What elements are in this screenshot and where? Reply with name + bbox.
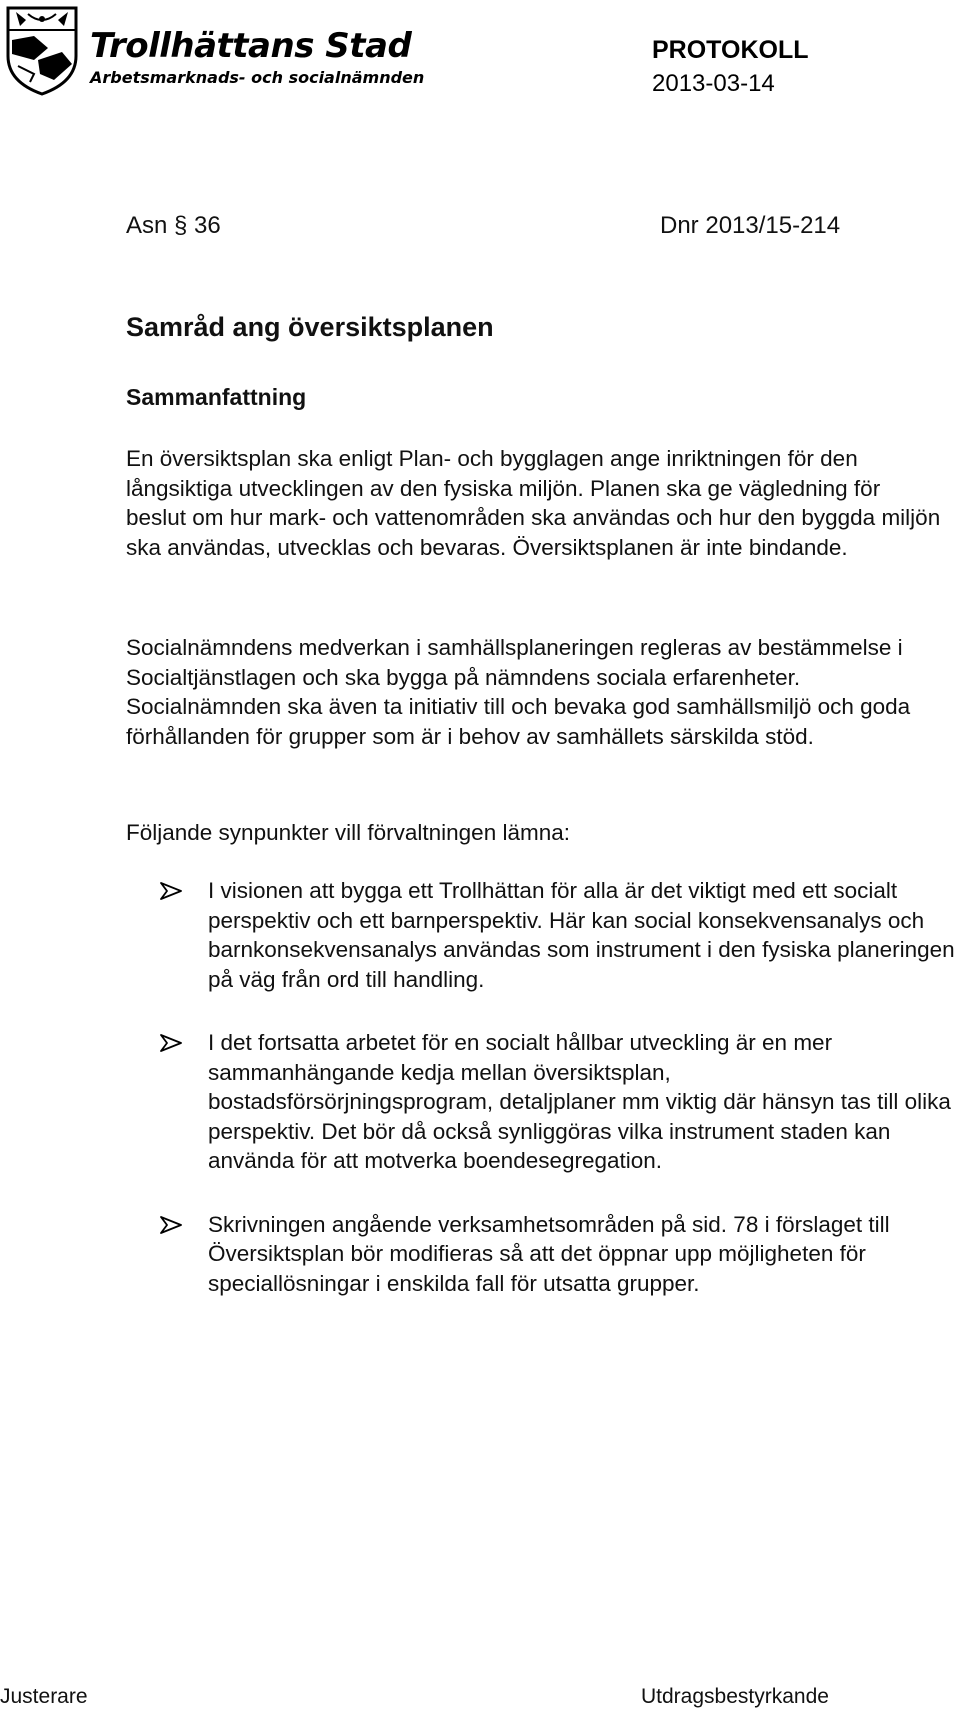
list-item-text: I det fortsatta arbetet för en socialt hållbar utveckling är en mer sammanhängande kedja mellan översiktsplan, bostadsförsörjningsprogram, detaljplaner mm viktig där hänsyn tas till olika perspektiv. Det bör då också synliggöras vilka instrument staden kan använda för att motverka boendesegregation. xyxy=(208,1030,951,1173)
list-item-text: Skrivningen angående verksamhetsområden på sid. 78 i förslaget till Översiktsplan bör modifieras så att det öppnar upp möjligheten för speciallösningar i enskilda fall för utsatta grupper. xyxy=(208,1211,890,1296)
footer-utdragsbestyrkande: Utdragsbestyrkande xyxy=(641,1685,829,1708)
list-item xyxy=(160,876,960,994)
committee-name: Arbetsmarknads- och socialnämnden xyxy=(90,68,425,87)
list-item xyxy=(160,1028,960,1176)
document-date: 2013-03-14 xyxy=(652,70,775,97)
arrowhead-bullet-icon xyxy=(160,1216,182,1234)
synpunkter-intro: Följande synpunkter vill förvaltningen lämna: xyxy=(126,820,570,845)
synpunkter-list xyxy=(160,876,960,1332)
summary-paragraph: En översiktsplan ska enligt Plan- och bygglagen ange inriktningen för den långsiktiga utvecklingen av den fysiska miljön. Planen ska ge vägledning för beslut om hur mark- och vattenområden ska användas och hur den byggda miljön ska användas, utvecklas och bevaras. Översiktsplanen är inte bindande. xyxy=(126,446,941,560)
municipal-crest-icon xyxy=(4,4,80,96)
organization-name: Trollhättans Stad xyxy=(90,26,412,66)
section-heading: Sammanfattning xyxy=(126,384,307,410)
document-type: PROTOKOLL xyxy=(652,36,809,64)
list-item-text: I visionen att bygga ett Trollhättan för alla är det viktigt med ett socialt perspektiv och ett barnperspektiv. Här kan social konsekvensanalys och barnkonsekvensanalys användas som instrument i den fysiska planeringen på väg från ord till handling. xyxy=(208,878,955,992)
arrowhead-bullet-icon xyxy=(160,1034,182,1052)
paragraph-number: Asn § 36 xyxy=(126,212,221,239)
list-item xyxy=(160,1210,960,1299)
footer-justerare: Justerare xyxy=(0,1685,88,1708)
diary-number: Dnr 2013/15-214 xyxy=(660,212,841,239)
arrowhead-bullet-icon xyxy=(160,882,182,900)
summary-paragraph: Socialnämndens medverkan i samhällsplaneringen regleras av bestämmelse i Socialtjänstlagen och ska bygga på nämndens sociala erfarenheter. Socialnämnden ska även ta initiativ till och bevaka god samhällsmiljö och goda förhållanden för grupper som är i behov av samhällets särskilda stöd. xyxy=(126,635,911,749)
page-title: Samråd ang översiktsplanen xyxy=(126,312,494,342)
